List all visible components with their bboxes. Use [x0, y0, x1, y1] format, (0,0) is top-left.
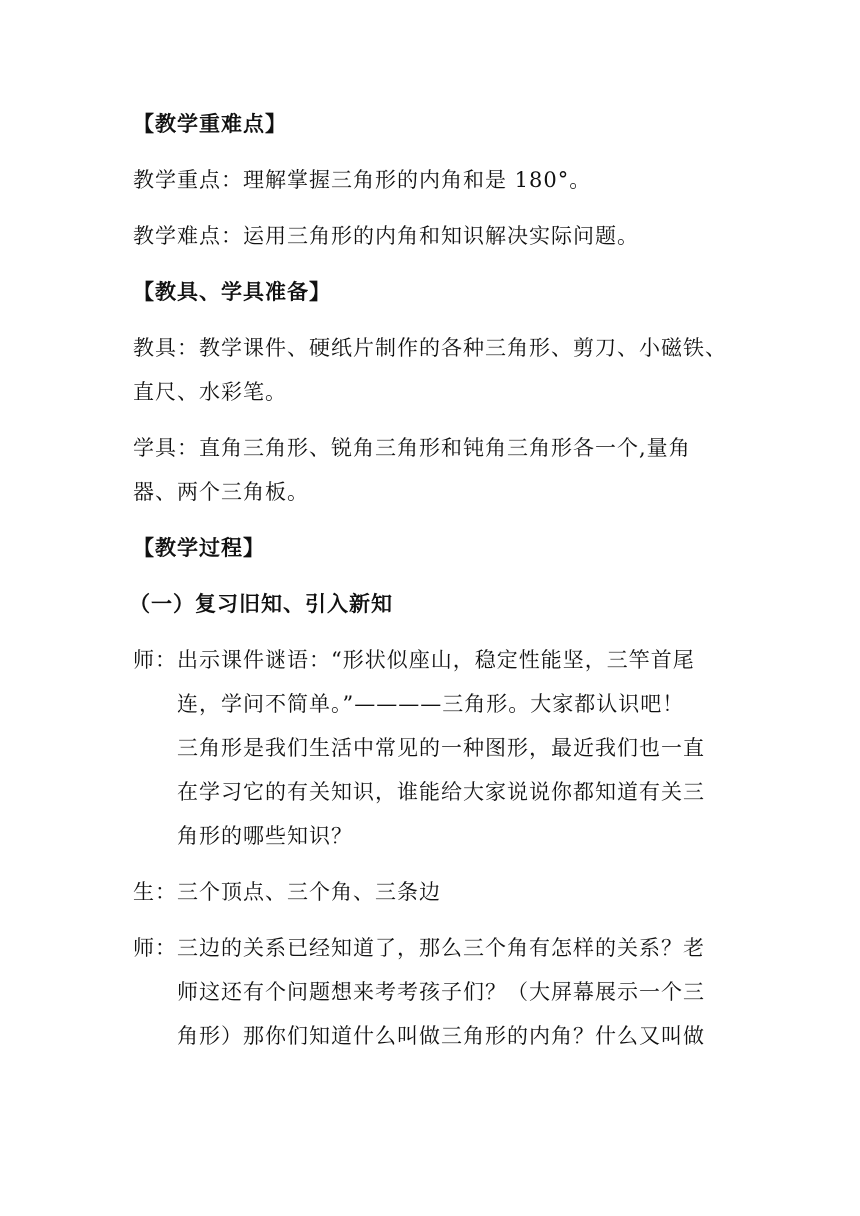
heading-teaching-key-points: 【教学重难点】: [133, 112, 287, 136]
text-line: 角形的哪些知识？: [177, 824, 353, 848]
text-line: 学具：直角三角形、锐角三角形和钝角三角形各一个,量角: [133, 436, 691, 460]
text-line: 师：出示课件谜语：“形状似座山，稳定性能坚，三竿首尾: [133, 648, 695, 672]
text-teaching-focus: 教学重点：理解掌握三角形的内角和是 180°。: [133, 168, 592, 192]
section-heading-process: [133, 534, 733, 562]
text-line: 教具：教学课件、硬纸片制作的各种三角形、剪刀、小磁铁、: [133, 336, 727, 360]
text-line: 在学习它的有关知识，谁能给大家说说你都知道有关三: [177, 780, 705, 804]
document-body: [129, 110, 733, 1078]
subheading-review-introduce: （一）复习旧知、引入新知: [129, 592, 393, 616]
dialog-teacher-1: [133, 646, 733, 850]
heading-teaching-process: 【教学过程】: [133, 536, 265, 560]
paragraph-teacher-tools: [133, 334, 733, 406]
text-line: 连，学问不简单。”————三角形。大家都认识吧！: [177, 692, 685, 716]
paragraph-teaching-focus: [133, 166, 733, 194]
subsection-heading-review: [129, 590, 733, 618]
heading-tools-preparation: 【教具、学具准备】: [133, 280, 331, 304]
text-line: 师：三边的关系已经知道了，那么三个角有怎样的关系？老: [133, 936, 705, 960]
dialog-student-1: [133, 878, 733, 906]
section-heading-tools: [133, 278, 733, 306]
section-heading-difficulty: [133, 110, 733, 138]
text-teaching-difficulty: 教学难点：运用三角形的内角和知识解决实际问题。: [133, 224, 639, 248]
text-line: 角形）那你们知道什么叫做三角形的内角？什么又叫做: [177, 1024, 705, 1048]
text-line: 师这还有个问题想来考考孩子们？（大屏幕展示一个三: [177, 980, 705, 1004]
text-line: 生：三个顶点、三个角、三条边: [133, 880, 441, 904]
dialog-teacher-2: [133, 934, 733, 1050]
paragraph-student-tools: [133, 434, 733, 506]
text-line: 器、两个三角板。: [133, 480, 309, 504]
text-line: 三角形是我们生活中常见的一种图形，最近我们也一直: [177, 736, 705, 760]
text-line: 直尺、水彩笔。: [133, 380, 287, 404]
paragraph-teaching-difficulty: [133, 222, 733, 250]
